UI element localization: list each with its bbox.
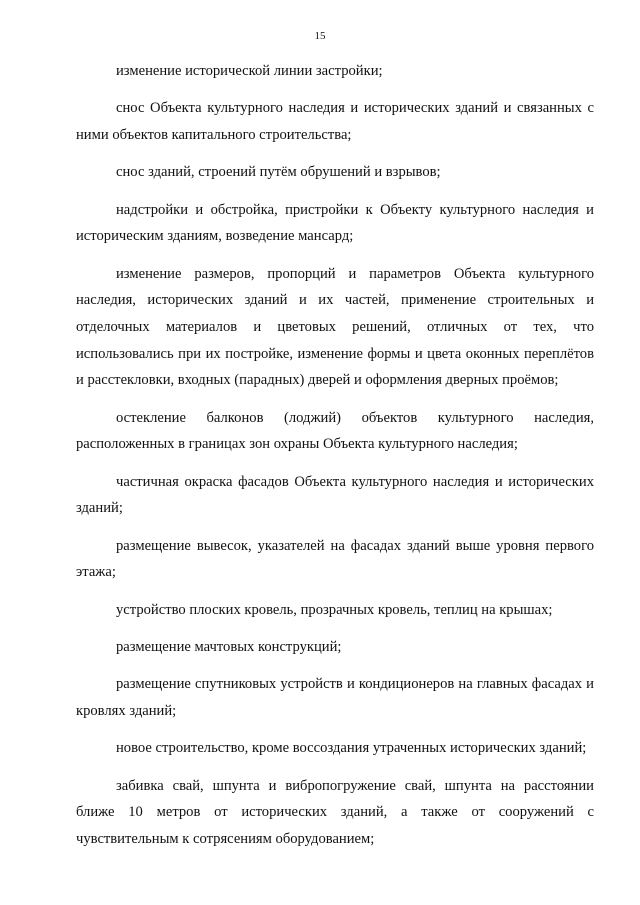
- paragraph-11: размещение спутниковых устройств и кондиционеров на главных фасадах и кровлях зданий;: [76, 676, 594, 719]
- paragraph-6: остекление балконов (лоджий) объектов культурного наследия, расположенных в границах зон охраны Объекта культурного наследия;: [76, 409, 594, 453]
- paragraph-10: размещение мачтовых конструкций;: [116, 639, 342, 655]
- page-number: 15: [314, 30, 326, 42]
- paragraph-8: размещение вывесок, указателей на фасадах зданий выше уровня первого этажа;: [76, 537, 594, 581]
- paragraph-1: изменение исторической линии застройки;: [116, 63, 383, 79]
- paragraph-3: снос зданий, строений путём обрушений и взрывов;: [116, 164, 441, 181]
- paragraph-4: надстройки и обстройка, пристройки к Объекту культурного наследия и историческим зданиям, возведение мансард;: [76, 201, 594, 245]
- paragraph-7: частичная окраска фасадов Объекта культурного наследия и исторических зданий;: [76, 473, 594, 517]
- paragraph-5: изменение размеров, пропорций и параметров Объекта культурного наследия, исторических зданий и их частей, применение строительных и отделочных материалов и цветовых решений, отличных от тех, что использовались при их постройке, изменение формы и цвета оконных переплётов и расстекловки, входных (парадных) дверей и оформления дверных проёмов;: [76, 265, 594, 389]
- paragraph-12: новое строительство, кроме воссоздания утраченных исторических зданий;: [116, 740, 587, 757]
- paragraph-13: забивка свай, шпунта и вибропогружение свай, шпунта на расстоянии ближе 10 метров от исторических зданий, а также от сооружений с чувствительным к сотрясениям оборудованием;: [76, 777, 594, 847]
- document-body: [76, 58, 594, 863]
- paragraph-9: устройство плоских кровель, прозрачных кровель, теплиц на крышах;: [116, 601, 553, 618]
- paragraph-2: снос Объекта культурного наследия и исторических зданий и связанных с ними объектов капитального строительства;: [76, 100, 594, 143]
